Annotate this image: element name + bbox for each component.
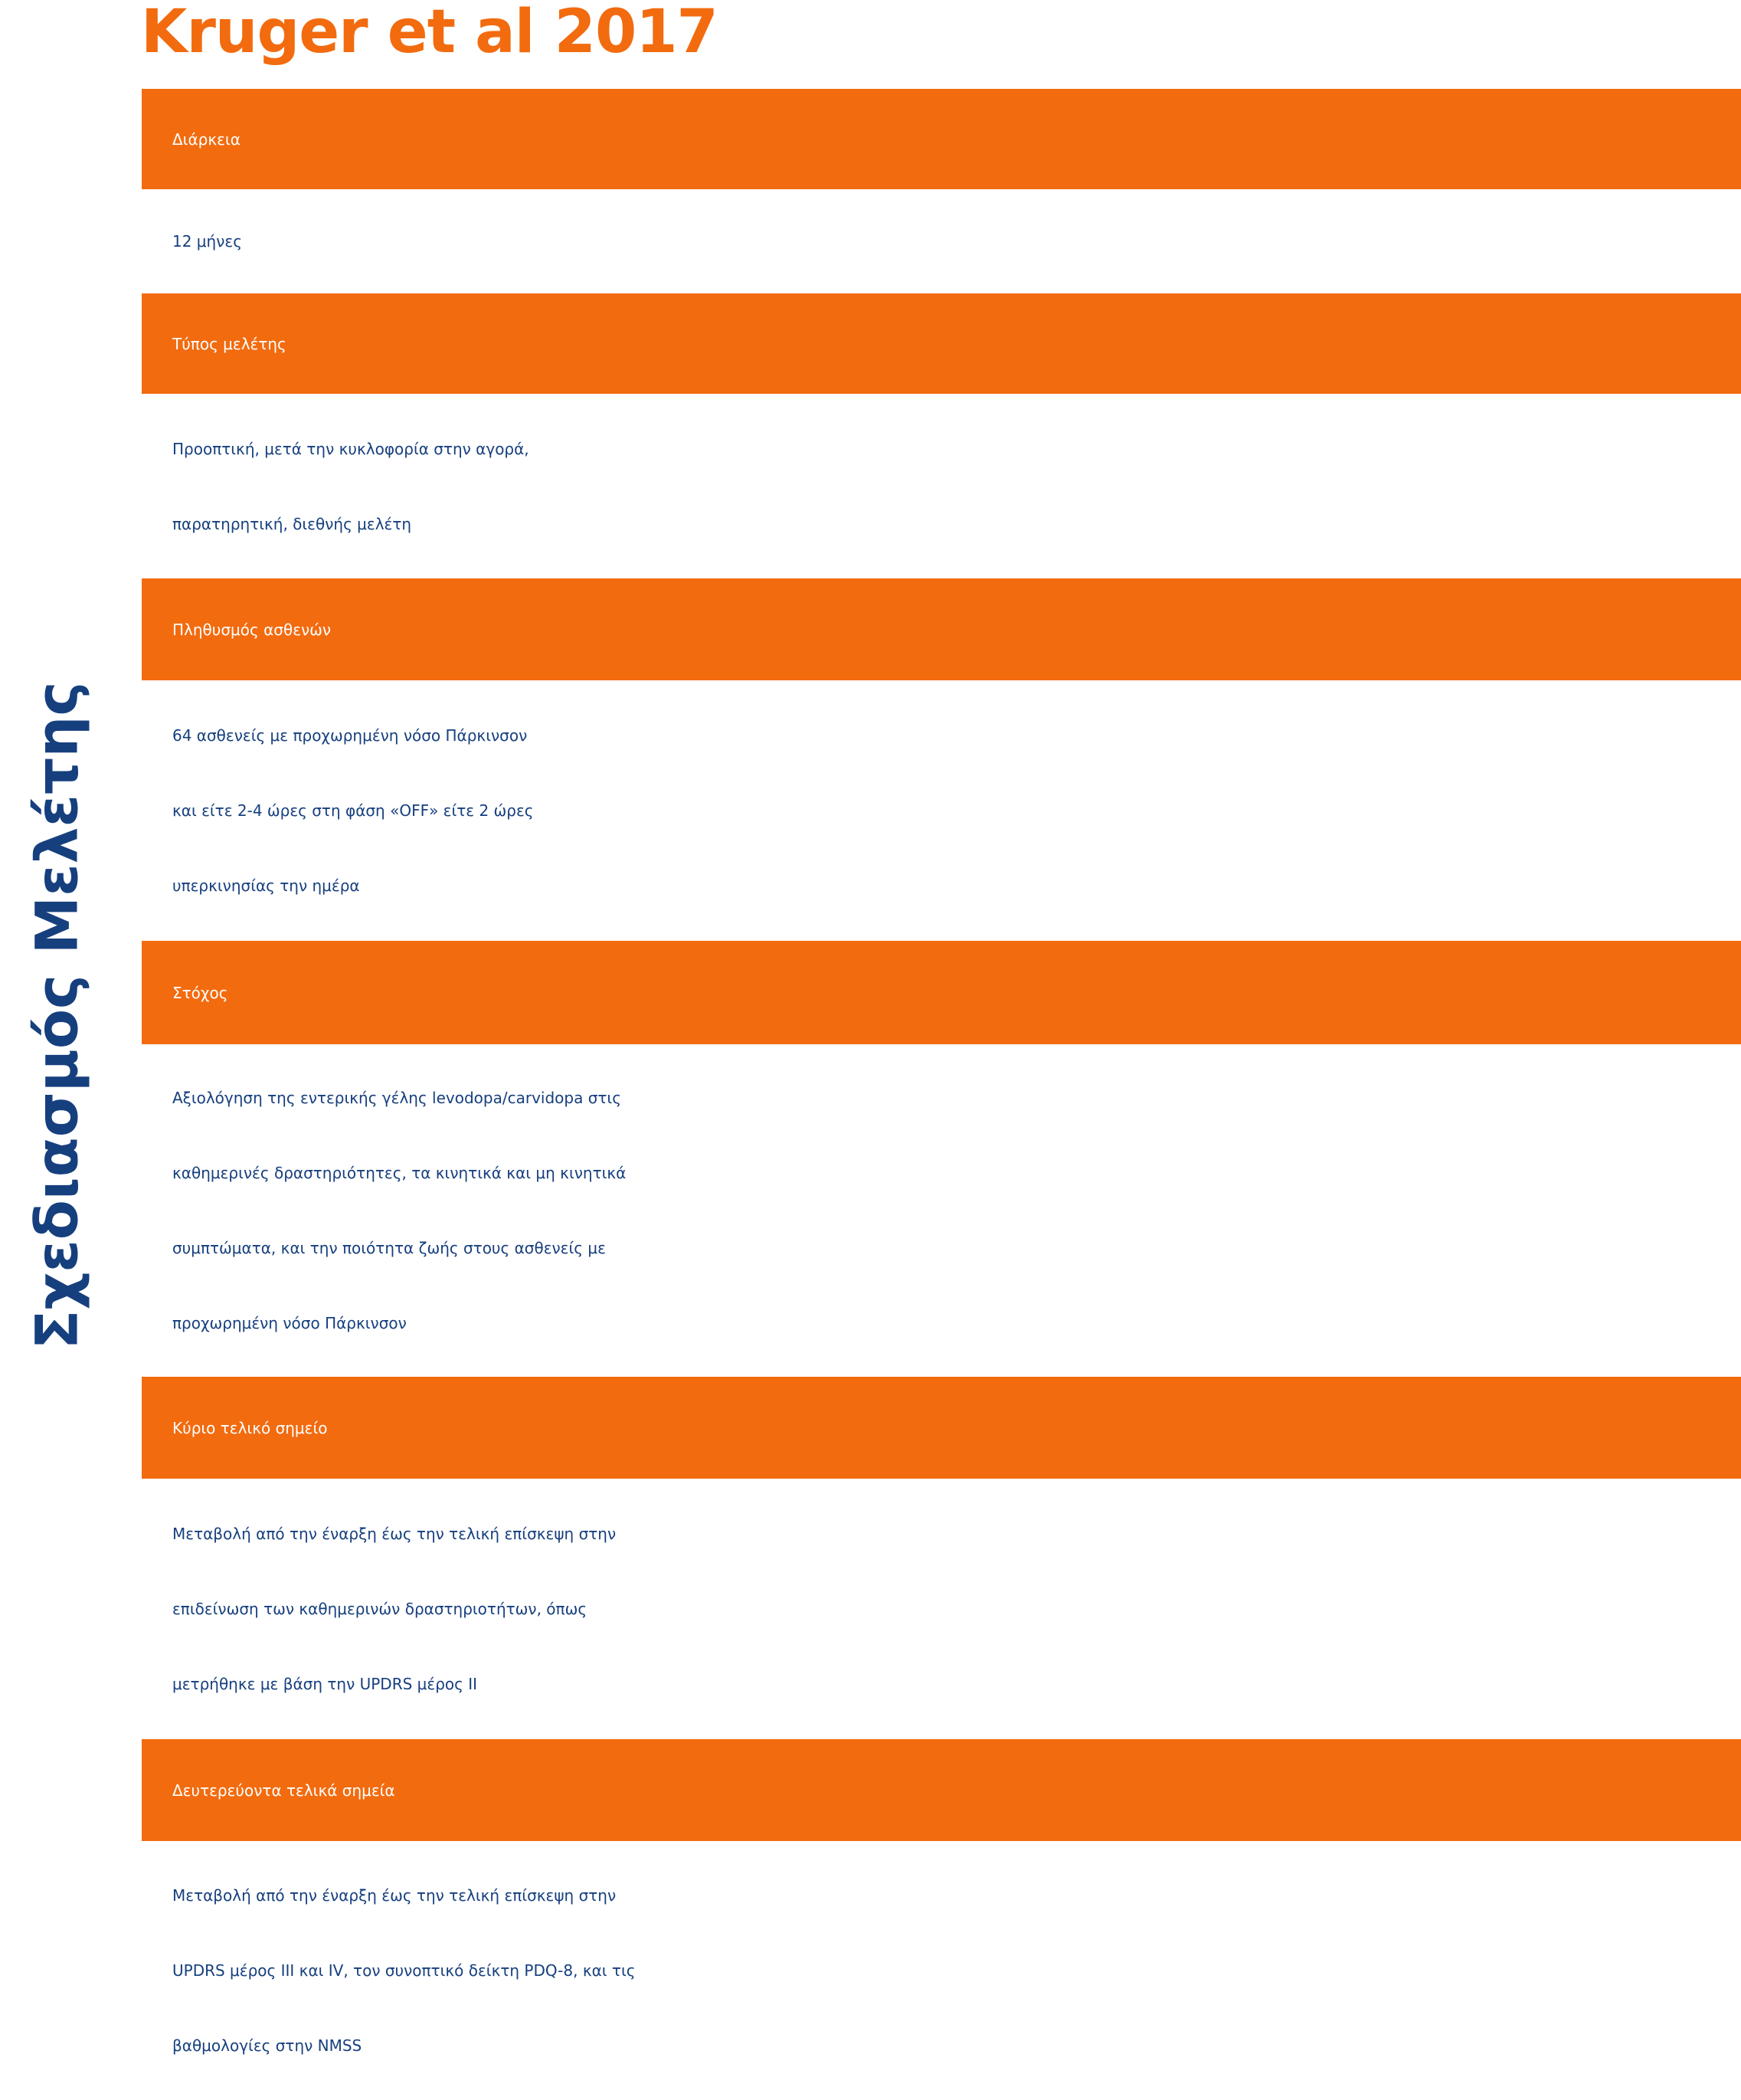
section-line: και είτε 2-4 ώρες στη φάση «OFF» είτε 2 ώρες [172,801,534,820]
section-header-duration: Διάρκεια [142,89,1741,189]
section-line: 12 μήνες [172,232,242,251]
section-line: συμπτώματα, και την ποιότητα ζωής στους ασθενείς με [172,1239,606,1257]
section-header-primary-endpoint: Κύριο τελικό σημείο [142,1377,1741,1479]
section-line: UPDRS μέρος III και IV, τον συνοπτικό δείκτη PDQ-8, και τις [172,1961,636,1980]
section-body-secondary-endpoints [142,1841,1741,2100]
page-title: Kruger et al 2017 [141,0,718,67]
section-line: μετρήθηκε με βάση την UPDRS μέρος II [172,1675,478,1693]
section-body-objective [142,1044,1741,1377]
section-header-patient-population: Πληθυσμός ασθενών [142,578,1741,680]
section-header-objective: Στόχος [142,941,1741,1044]
section-header-secondary-endpoints: Δευτερεύοντα τελικά σημεία [142,1739,1741,1841]
side-label [23,618,90,1413]
section-line: βαθμολογίες στην NMSS [172,2036,362,2055]
section-line: καθημερινές δραστηριότητες, τα κινητικά και μη κινητικά [172,1164,627,1182]
section-line: επιδείνωση των καθημερινών δραστηριοτήτων, όπως [172,1600,587,1618]
section-line: Προοπτική, μετά την κυκλοφορία στην αγορά, [172,439,529,458]
section-line: υπερκινησίας την ημέρα [172,876,360,895]
section-line: 64 ασθενείς με προχωρημένη νόσο Πάρκινσον [172,726,528,745]
section-line: Μεταβολή από την έναρξη έως την τελική επίσκεψη στην [172,1886,617,1905]
section-body-primary-endpoint [142,1479,1741,1739]
section-body-study-type [142,394,1741,578]
study-design-table [142,89,1741,2100]
section-header-study-type: Τύπος μελέτης [142,293,1741,394]
section-body-patient-population [142,680,1741,941]
section-line: Αξιολόγηση της εντερικής γέλης levodopa/carvidopa στις [172,1089,621,1107]
section-body-duration [142,189,1741,293]
section-line: προχωρημένη νόσο Πάρκινσον [172,1314,407,1332]
section-line: παρατηρητική, διεθνής μελέτη [172,514,412,533]
section-line: Μεταβολή από την έναρξη έως την τελική επίσκεψη στην [172,1525,617,1543]
side-label-text: Σχεδιασμός Μελέτης [22,680,91,1350]
